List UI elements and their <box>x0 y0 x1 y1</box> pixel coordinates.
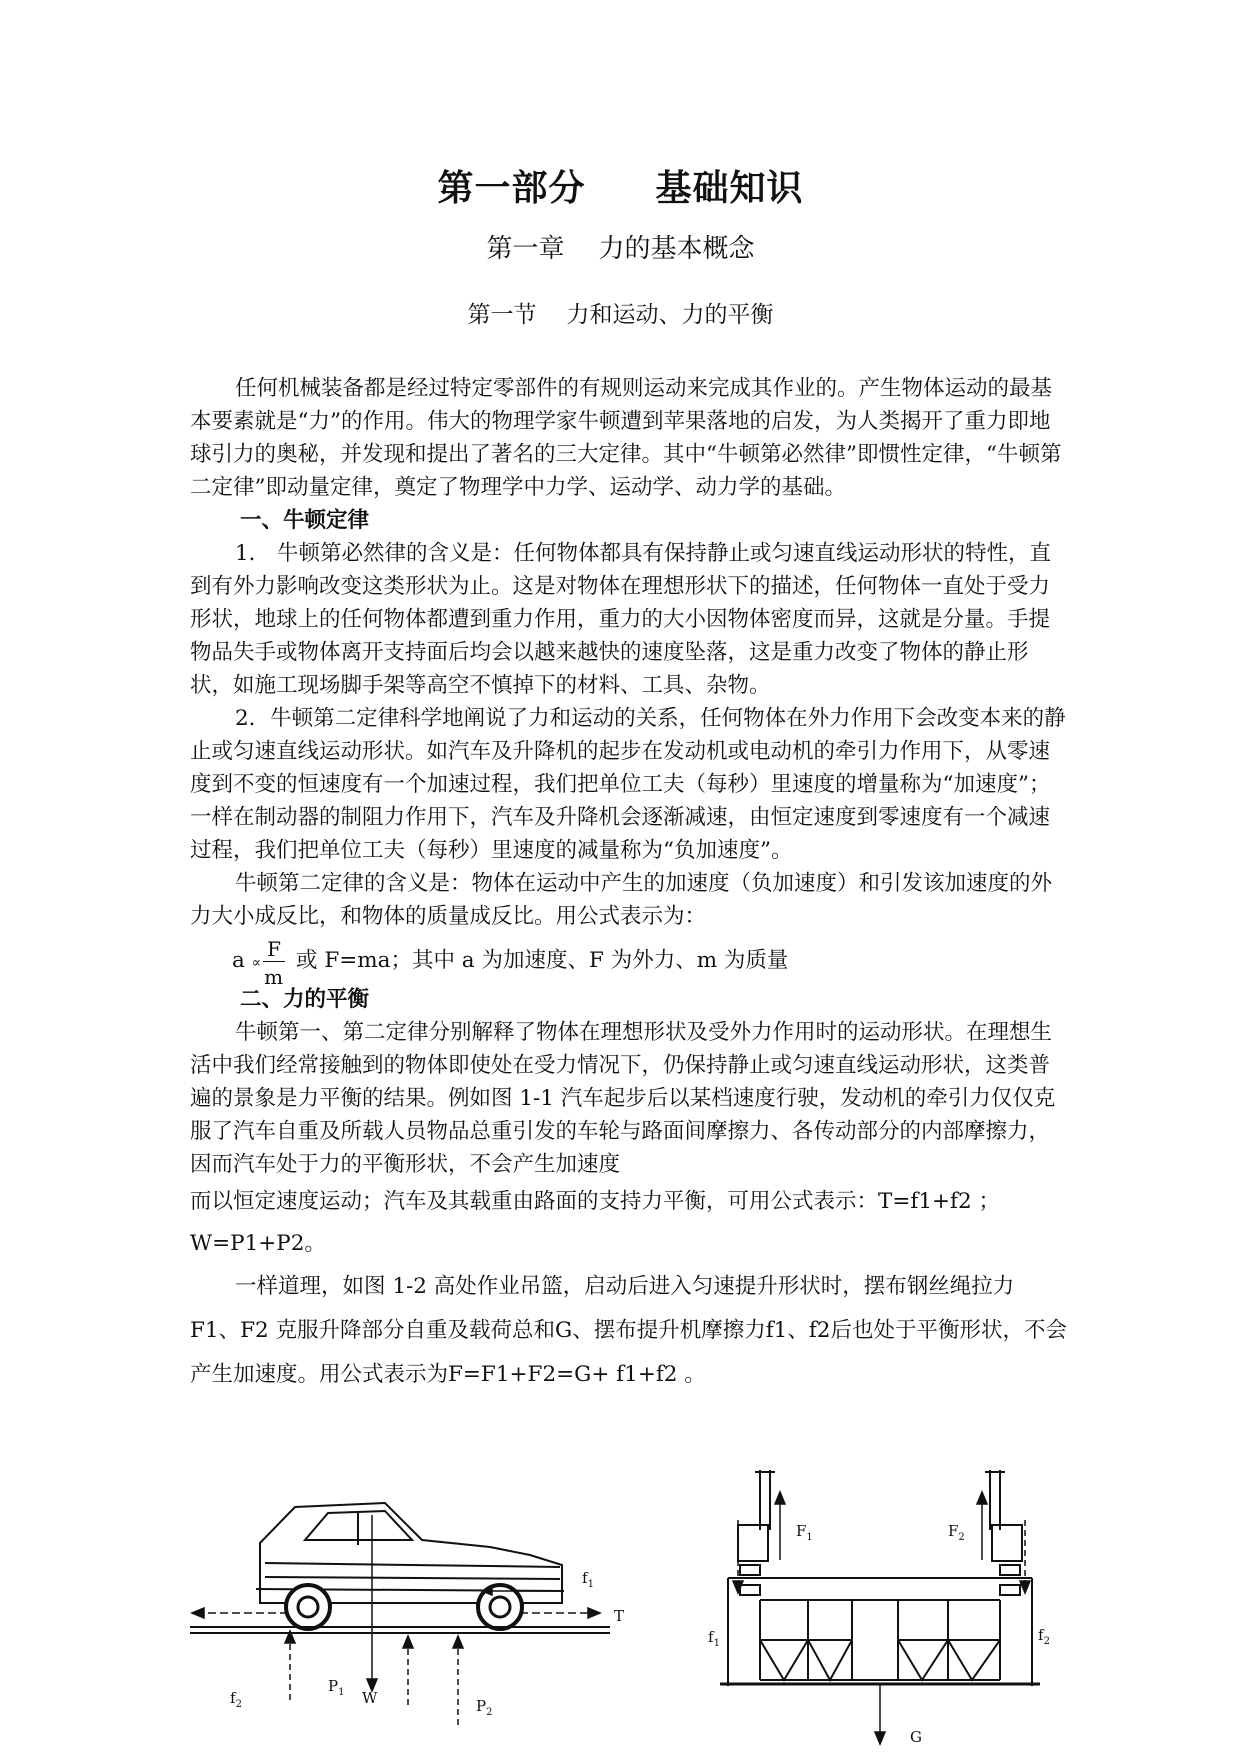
newton-first-law-paragraph: 1． 牛顿第必然律的含义是：任何物体都具有保持静止或匀速直线运动形状的特性，直到有外力影响改变这类形状为止。这是对物体在理想形状下的描述，任何物体一直处于受力形状，地球上的任何物体都遭到重力作用，重力的大小因物体密度而异，这就是分量。手提物品失手或物体离开支持面后均会以越来越快的速度坠落，这是重力改变了物体的静止形状，如施工现场脚手架等高空不慎掉下的材料、工具、杂物。 <box>190 541 1052 698</box>
heading-force-balance: 二、力的平衡 <box>240 987 370 1012</box>
figure-gondola-force-diagram <box>700 1470 1060 1750</box>
intro-paragraph: 任何机械装备都是经过特定零部件的有规则运动来完成其作业的。产生物体运动的最基本要素就是“力”的作用。伟大的物理学家牛顿遭到苹果落地的启发，为人类揭开了重力即地球引力的奥秘，并发现和提出了著名的三大定律。其中“牛顿第必然律”即惯性定律，“牛顿第二定律”即动量定律，奠定了物理学中力学、运动学、动力学的基础。 <box>190 376 1062 500</box>
label-f2: $f_2$ <box>230 1689 242 1710</box>
label-f1: $f_1$ <box>582 1569 594 1590</box>
road-surface <box>190 1627 610 1633</box>
label-gondola-f1: $f_1$ <box>708 1628 720 1649</box>
gondola-force-arrows <box>733 1492 1030 1744</box>
formula-fraction <box>261 937 289 989</box>
second-law-meaning-paragraph: 牛顿第二定律的含义是：物体在运动中产生的加速度（负加速度）和引发该加速度的外力大小成反比，和物体的质量成反比。用公式表示为： <box>190 871 1053 929</box>
section-title <box>0 296 1241 329</box>
figure-car-force-diagram <box>190 1485 650 1745</box>
label-T: T <box>614 1607 625 1625</box>
gondola-frame <box>720 1470 1040 1686</box>
balance-paragraph: 牛顿第一、第二定律分别解释了物体在理想形状及受外力作用时的运动形状。在理想生活中我们经常接触到的物体即使处在受力情况下，仍保持静止或匀速直线运动形状，这类普遍的景象是力平衡的结果。例如图 1-1 汽车起步后以某档速度行驶，发动机的牵引力仅仅克服了汽车自重及所载人员物品总重引发的车轮与路面间摩擦力、各传动部分的内部摩擦力，因而汽车处于力的平衡形状，不会产生加速度 <box>190 1020 1056 1177</box>
label-gondola-f2: $f_2$ <box>1038 1626 1050 1647</box>
balance-formula-paragraph: 而以恒定速度运动；汽车及其载重由路面的支持力平衡，可用公式表示：T=f1+f2 ；W=P1+P2。 <box>190 1189 1000 1256</box>
label-F1: $F_1$ <box>796 1522 813 1543</box>
force-arrows <box>192 1515 600 1725</box>
gondola-paragraph: 一样道理，如图 1-2 高处作业吊篮，启动后进入匀速提升形状时，摆布钢丝绳拉力 F1、F2 克服升降部分自重及载荷总和G、摆布提升机摩擦力f1、f2后也处于平衡形状，不会产生加速度。用公式表示为F=F1+F2=G+ f1+f2 。 <box>190 1274 1067 1387</box>
formula-lhs: a <box>232 948 245 973</box>
chapter-name: 力的基本概念 <box>598 234 755 264</box>
label-W: W <box>362 1689 378 1707</box>
part-title <box>0 160 1241 211</box>
formula-numerator: F <box>267 937 282 961</box>
label-F2: $F_2$ <box>948 1522 965 1543</box>
section-name: 力和运动、力的平衡 <box>566 302 774 328</box>
newton-second-law-paragraph: 2．牛顿第二定律科学地阐说了力和运动的关系，任何物体在外力作用下会改变本来的静止或匀速直线运动形状。如汽车及升降机的起步在发动机或电动机的牵引力作用下，从零速度到不变的恒速度有一个加速过程，我们把单位工夫（每秒）里速度的增量称为“加速度”；一样在制动器的制阻力作用下，汽车及升降机会逐渐减速，由恒定速度到零速度有一个减速过程，我们把单位工夫（每秒）里速度的减量称为“负加速度”。 <box>190 706 1066 863</box>
part-title-number: 第一部分 <box>437 168 586 209</box>
part-title-name: 基础知识 <box>655 168 804 209</box>
formula-description: 或 F=ma；其中 a 为加速度、F 为外力、m 为质量 <box>296 948 789 973</box>
formula-denominator: m <box>264 965 284 989</box>
chapter-number: 第一章 <box>486 234 565 264</box>
formula-line <box>232 937 1070 989</box>
formula-proportional-symbol: ∝ <box>251 955 262 971</box>
body-text <box>190 372 1070 1397</box>
label-G: G <box>910 1728 922 1746</box>
label-P1: $P_1$ <box>328 1677 345 1698</box>
chapter-title <box>0 228 1241 265</box>
label-P2: $P_2$ <box>476 1697 493 1718</box>
heading-newton-laws: 一、牛顿定律 <box>240 508 370 533</box>
section-number: 第一节 <box>467 302 537 328</box>
